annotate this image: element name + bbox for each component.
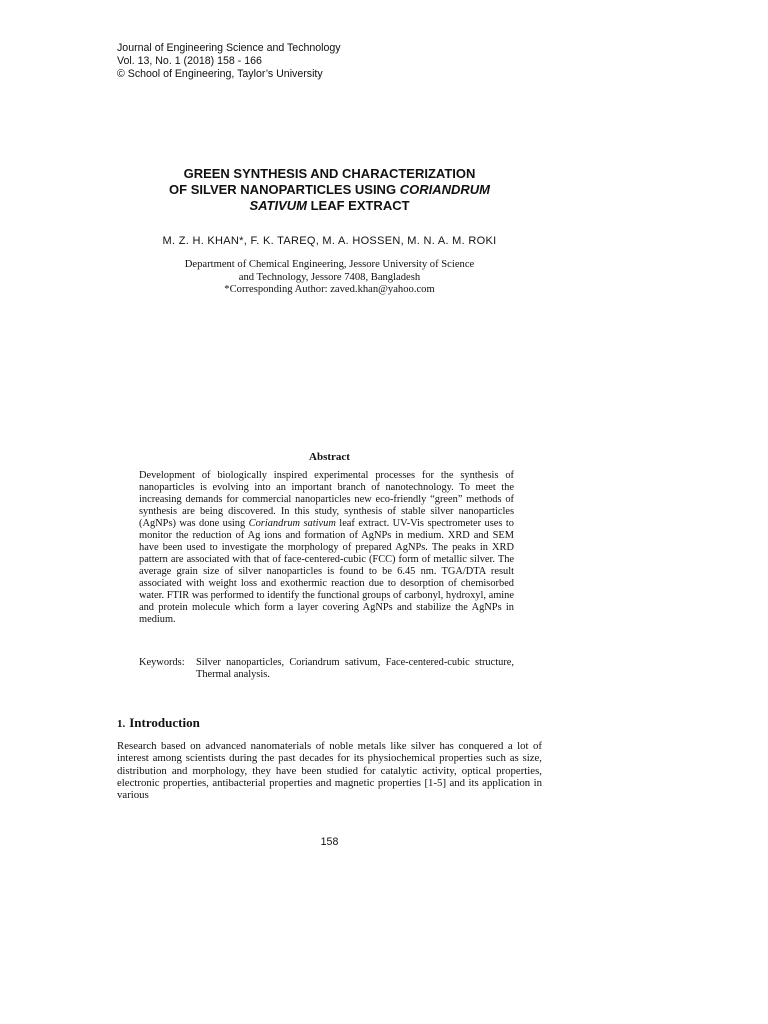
journal-copyright: © School of Engineering, Taylor’s University [117, 68, 323, 80]
title-line-3-suffix: LEAF EXTRACT [306, 198, 410, 213]
abstract-text-part-1: Development of biologically inspired experimental processes for the synthesis of nanoparticles is evolving into an important branch of nanotechnology. To meet the increasing demands for commercial nanoparticles new eco-friendly “green” methods of synthesis are being discovered. In this study, synthesis of stable silver nanoparticles (AgNPs) was done using [139, 470, 514, 529]
journal-name: Journal of Engineering Science and Technology [117, 42, 341, 54]
affiliation-line-2: and Technology, Jessore 7408, Bangladesh [238, 271, 421, 283]
page-number: 158 [320, 836, 339, 848]
affiliation [117, 259, 542, 297]
title-line-2 [117, 182, 542, 198]
corresponding-author: *Corresponding Author: zaved.khan@yahoo.com [224, 284, 435, 295]
introduction-paragraph: Research based on advanced nanomaterials of noble metals like silver has conquered a lot of interest among scientists during the past decades for its physiochemical properties such as size, distribution and morphology, they have been studied for catalytic activity, optical properties, electronic properties, antibacterial properties and magnetic properties [1-5] and its application in various [117, 740, 542, 802]
abstract-species-name: Coriandrum sativum [248, 518, 336, 529]
section-heading-introduction [117, 715, 200, 732]
keywords-text: Silver nanoparticles, Coriandrum sativum, Face-centered-cubic structure, Thermal analysis. [196, 657, 514, 680]
keywords [139, 657, 514, 681]
title-line-2-prefix: OF SILVER NANOPARTICLES USING [169, 182, 400, 197]
abstract-text-part-2: leaf extract. UV-Vis spectrometer uses to monitor the reduction of Ag ions and formation of AgNPs in medium. XRD and SEM have been used to investigate the morphology of prepared AgNPs. The peaks in XRD pattern are associated with that of face-centered-cubic (FCC) form of metallic silver. The average grain size of silver nanoparticles is found to be 6.45 nm. TGA/DTA result associated with weight loss and exothermic reaction due to desorption of chemisorbed water. FTIR was performed to identify the functional groups of carbonyl, hydroxyl, amine and protein molecule which form a layer covering AgNPs and stabilize the AgNPs in medium. [139, 518, 514, 625]
title-line-3-italic: SATIVUM [249, 198, 307, 213]
affiliation-line-1: Department of Chemical Engineering, Jessore University of Science [184, 259, 475, 270]
section-number: 1. [117, 718, 126, 730]
journal-volume: Vol. 13, No. 1 (2018) 158 - 166 [117, 55, 262, 67]
paper-title [117, 166, 542, 214]
keywords-row [139, 657, 514, 681]
abstract-paragraph [139, 470, 514, 626]
abstract-body [139, 470, 514, 626]
abstract-heading: Abstract [309, 451, 350, 463]
section-title: Introduction [129, 715, 200, 730]
title-line-3 [117, 198, 542, 214]
journal-header [117, 42, 341, 81]
title-line-2-italic: CORIANDRUM [399, 182, 490, 197]
title-line-1: GREEN SYNTHESIS AND CHARACTERIZATION [183, 166, 476, 181]
author-list: M. Z. H. KHAN*, F. K. TAREQ, M. A. HOSSEN, M. N. A. M. ROKI [162, 235, 497, 247]
keywords-label: Keywords: [139, 657, 185, 668]
